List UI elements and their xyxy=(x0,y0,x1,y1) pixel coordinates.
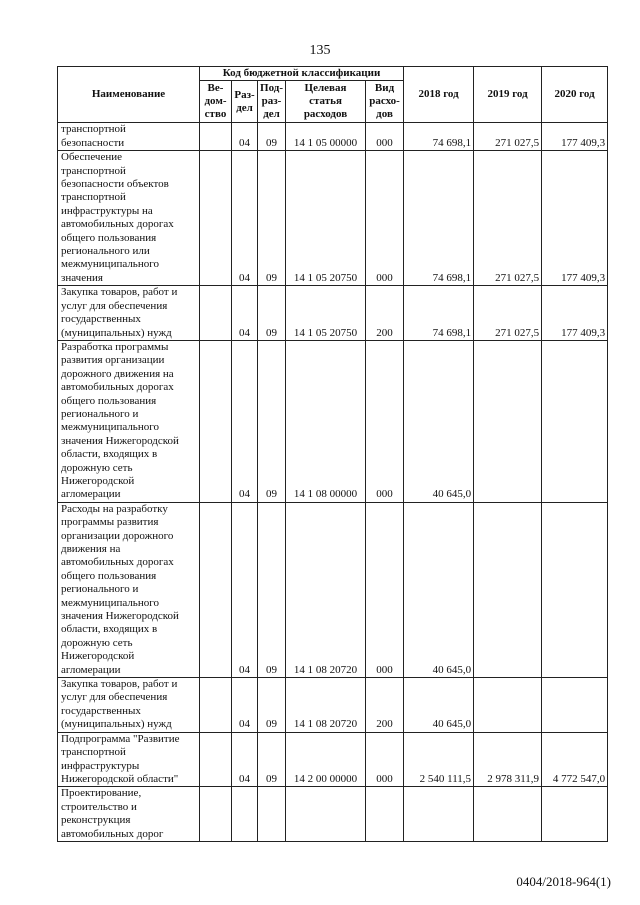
row-target: 14 1 08 00000 xyxy=(286,340,366,502)
row-value-2020 xyxy=(542,502,608,677)
document-code: 0404/2018-964(1) xyxy=(516,874,611,889)
table-row xyxy=(58,286,608,341)
row-razdel: 04 xyxy=(232,151,258,286)
row-podrazdel: 09 xyxy=(258,732,286,787)
row-name: Разработка программы развития организации дорожного движения на автомобильных дорогах общего пользования регионального и межмуниципального значения Нижегородской области, входящих в дорожную сеть Нижегородской агломерации xyxy=(58,340,200,502)
row-razdel xyxy=(232,787,258,842)
row-target: 14 1 08 20720 xyxy=(286,678,366,733)
header-expense-type: Вид расхо- дов xyxy=(366,81,404,123)
row-value-2019: 271 027,5 xyxy=(474,123,542,151)
row-value-2019 xyxy=(474,340,542,502)
row-name: транспортной безопасности xyxy=(58,123,200,151)
table-body xyxy=(58,123,608,842)
row-value-2018: 74 698,1 xyxy=(404,286,474,341)
row-razdel: 04 xyxy=(232,502,258,677)
row-target: 14 1 08 20720 xyxy=(286,502,366,677)
row-podrazdel: 09 xyxy=(258,151,286,286)
row-razdel: 04 xyxy=(232,286,258,341)
row-value-2019: 271 027,5 xyxy=(474,151,542,286)
row-value-2019 xyxy=(474,502,542,677)
budget-table xyxy=(57,66,608,842)
row-target xyxy=(286,787,366,842)
row-vedomstvo xyxy=(200,123,232,151)
row-vedomstvo xyxy=(200,502,232,677)
header-podrazdel: Под- раз- дел xyxy=(258,81,286,123)
row-target: 14 2 00 00000 xyxy=(286,732,366,787)
row-vedomstvo xyxy=(200,151,232,286)
row-podrazdel: 09 xyxy=(258,123,286,151)
row-expense-type: 000 xyxy=(366,502,404,677)
row-expense-type: 200 xyxy=(366,678,404,733)
row-name: Расходы на разработку программы развития организации дорожного движения на автомобильных дорогах общего пользования регионального и межмуниципального значения Нижегородской области, входящих в дорожную сеть Нижегородской агломерации xyxy=(58,502,200,677)
table-row xyxy=(58,502,608,677)
row-vedomstvo xyxy=(200,340,232,502)
row-vedomstvo xyxy=(200,732,232,787)
row-target: 14 1 05 20750 xyxy=(286,286,366,341)
table-header xyxy=(58,67,608,123)
row-value-2018: 74 698,1 xyxy=(404,123,474,151)
row-value-2019: 2 978 311,9 xyxy=(474,732,542,787)
row-value-2018: 40 645,0 xyxy=(404,678,474,733)
table-row xyxy=(58,787,608,842)
row-razdel: 04 xyxy=(232,732,258,787)
row-name: Обеспечение транспортной безопасности объектов транспортной инфраструктуры на автомобильных дорогах общего пользования регионального или межмуниципального значения xyxy=(58,151,200,286)
row-podrazdel: 09 xyxy=(258,678,286,733)
row-expense-type: 000 xyxy=(366,340,404,502)
header-vedomstvo: Ве- дом- ство xyxy=(200,81,232,123)
row-value-2018 xyxy=(404,787,474,842)
row-name: Закупка товаров, работ и услуг для обеспечения государственных (муниципальных) нужд xyxy=(58,286,200,341)
row-vedomstvo xyxy=(200,787,232,842)
row-value-2019 xyxy=(474,678,542,733)
row-value-2018: 74 698,1 xyxy=(404,151,474,286)
row-value-2020: 4 772 547,0 xyxy=(542,732,608,787)
row-podrazdel: 09 xyxy=(258,502,286,677)
header-code-group: Код бюджетной классификации xyxy=(200,67,404,81)
row-name: Проектирование, строительство и реконструкция автомобильных дорог xyxy=(58,787,200,842)
row-expense-type: 000 xyxy=(366,123,404,151)
row-value-2020: 177 409,3 xyxy=(542,151,608,286)
row-value-2020 xyxy=(542,678,608,733)
row-razdel: 04 xyxy=(232,123,258,151)
header-target: Целевая статья расходов xyxy=(286,81,366,123)
row-podrazdel xyxy=(258,787,286,842)
header-name: Наименование xyxy=(58,67,200,123)
row-expense-type xyxy=(366,787,404,842)
table-row xyxy=(58,340,608,502)
table-row xyxy=(58,678,608,733)
row-podrazdel: 09 xyxy=(258,340,286,502)
row-expense-type: 200 xyxy=(366,286,404,341)
row-expense-type: 000 xyxy=(366,151,404,286)
header-2018: 2018 год xyxy=(404,67,474,123)
row-name: Подпрограмма "Развитие транспортной инфраструктуры Нижегородской области" xyxy=(58,732,200,787)
row-name: Закупка товаров, работ и услуг для обеспечения государственных (муниципальных) нужд xyxy=(58,678,200,733)
row-vedomstvo xyxy=(200,678,232,733)
row-value-2018: 2 540 111,5 xyxy=(404,732,474,787)
row-razdel: 04 xyxy=(232,340,258,502)
row-vedomstvo xyxy=(200,286,232,341)
row-value-2019: 271 027,5 xyxy=(474,286,542,341)
header-razdel: Раз- дел xyxy=(232,81,258,123)
row-value-2020 xyxy=(542,787,608,842)
row-value-2018: 40 645,0 xyxy=(404,502,474,677)
header-2020: 2020 год xyxy=(542,67,608,123)
row-value-2020: 177 409,3 xyxy=(542,123,608,151)
row-value-2020: 177 409,3 xyxy=(542,286,608,341)
table-row xyxy=(58,123,608,151)
row-target: 14 1 05 00000 xyxy=(286,123,366,151)
row-value-2020 xyxy=(542,340,608,502)
row-target: 14 1 05 20750 xyxy=(286,151,366,286)
row-podrazdel: 09 xyxy=(258,286,286,341)
header-2019: 2019 год xyxy=(474,67,542,123)
page-number: 135 xyxy=(309,43,331,58)
table-row xyxy=(58,732,608,787)
row-expense-type: 000 xyxy=(366,732,404,787)
row-value-2018: 40 645,0 xyxy=(404,340,474,502)
row-value-2019 xyxy=(474,787,542,842)
table-row xyxy=(58,151,608,286)
row-razdel: 04 xyxy=(232,678,258,733)
